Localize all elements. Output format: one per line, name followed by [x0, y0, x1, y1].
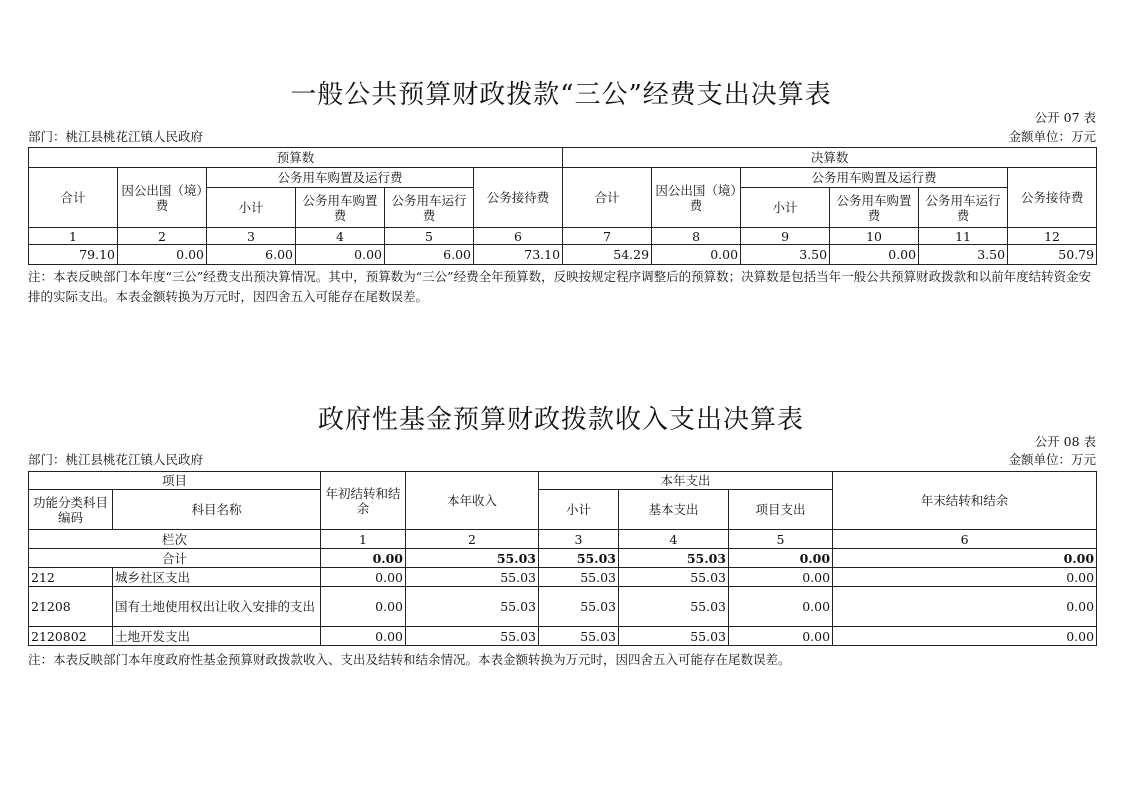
table-row	[29, 587, 1097, 627]
table7-col-num: 8	[652, 228, 741, 245]
table7-budget-subtotal-header: 小计	[207, 188, 296, 228]
table7-col-num: 6	[474, 228, 563, 245]
table8-subtotal-header: 小计	[539, 490, 619, 530]
table8-row-value: 55.03	[539, 568, 619, 587]
table8-total-value: 55.03	[539, 549, 619, 568]
table8-row-code: 212	[29, 568, 113, 587]
table8-subject-name-header: 科目名称	[113, 490, 321, 530]
table7-dept: 部门：桃江县桃花江镇人民政府	[28, 129, 204, 144]
table7-unit: 金额单位：万元	[1008, 129, 1096, 144]
table8-total-value: 55.03	[406, 549, 539, 568]
table8-project-header: 项目支出	[729, 490, 833, 530]
table8-row-value: 0.00	[321, 587, 406, 627]
table8	[28, 471, 1097, 646]
table7-value: 79.10	[29, 245, 118, 265]
table8-row-value: 55.03	[406, 627, 539, 646]
table8-code: 公开 08 表	[1034, 434, 1096, 449]
table8-total-value: 0.00	[321, 549, 406, 568]
table8-col-num: 3	[539, 530, 619, 549]
table8-row-code: 2120802	[29, 627, 113, 646]
table8-row-value: 0.00	[729, 568, 833, 587]
table8-expense-header: 本年支出	[539, 472, 833, 490]
table8-ending-header: 年末结转和结余	[833, 472, 1097, 530]
table8-row-value: 0.00	[833, 568, 1097, 587]
table7-final-total-header: 合计	[563, 168, 652, 228]
table8-unit: 金额单位：万元	[1008, 452, 1096, 467]
table8-total-label: 合计	[29, 549, 321, 568]
table8-title: 政府性基金预算财政拨款收入支出决算表	[317, 405, 804, 435]
table7-header-line	[28, 129, 1096, 145]
table8-total-value: 0.00	[729, 549, 833, 568]
table7-title: 一般公共预算财政拨款“三公”经费支出决算表	[290, 80, 832, 110]
table-row	[29, 627, 1097, 646]
table8-row-value: 0.00	[833, 587, 1097, 627]
table8-row-value: 55.03	[619, 568, 729, 587]
table7-final-car-header: 公务用车购置及运行费	[741, 168, 1008, 188]
table7-value: 6.00	[385, 245, 474, 265]
table8-row-value: 55.03	[619, 627, 729, 646]
table7	[28, 147, 1097, 265]
table7-value: 6.00	[207, 245, 296, 265]
table8-note: 注：本表反映部门本年度政府性基金预算财政拨款收入、支出及结转和结余情况。本表金额转换为万元时，因四舍五入可能存在尾数误差。	[28, 652, 791, 667]
table8-total-value: 55.03	[619, 549, 729, 568]
table7-note: 注：本表反映部门本年度“三公”经费支出预决算情况。其中，预算数为“三公”经费全年预算数，反映按规定程序调整后的预算数；决算数是包括当年一般公共预算财政拨款和以前年度结转资金安排的实际支出。本表金额转换为万元时，因四舍五入可能存在尾数误差。	[28, 269, 1092, 304]
table8-column-label: 栏次	[29, 530, 321, 549]
table7-budget-car-run-header: 公务用车运行费	[385, 188, 474, 228]
table7-value: 54.29	[563, 245, 652, 265]
table7-budget-total-header: 合计	[29, 168, 118, 228]
table8-col-num: 6	[833, 530, 1097, 549]
table7-col-num: 5	[385, 228, 474, 245]
table8-row-name: 城乡社区支出	[113, 568, 321, 587]
table8-basic-header: 基本支出	[619, 490, 729, 530]
table8-row-value: 0.00	[321, 627, 406, 646]
table8-row-value: 55.03	[619, 587, 729, 627]
table7-col-num: 3	[207, 228, 296, 245]
table8-func-code-header: 功能分类科目编码	[29, 490, 113, 530]
table7-col-num: 9	[741, 228, 830, 245]
table8-row-name: 土地开发支出	[113, 627, 321, 646]
table8-row-name: 国有土地使用权出让收入安排的支出	[113, 587, 321, 627]
table8-col-num: 4	[619, 530, 729, 549]
table7-value: 3.50	[741, 245, 830, 265]
table8-row-value: 55.03	[539, 627, 619, 646]
table7-col-num: 7	[563, 228, 652, 245]
table7-budget-car-buy-header: 公务用车购置费	[296, 188, 385, 228]
table7-col-num: 4	[296, 228, 385, 245]
table7-col-num: 1	[29, 228, 118, 245]
table8-row-value: 55.03	[406, 587, 539, 627]
table7-budget-abroad-header: 因公出国（境）费	[118, 168, 207, 228]
table7-final-reception-header: 公务接待费	[1008, 168, 1097, 228]
table7-budget-car-header: 公务用车购置及运行费	[207, 168, 474, 188]
table-row	[29, 568, 1097, 587]
table7-final-abroad-header: 因公出国（境）费	[652, 168, 741, 228]
table7-final-subtotal-header: 小计	[741, 188, 830, 228]
table7-col-num: 2	[118, 228, 207, 245]
table8-col-num: 1	[321, 530, 406, 549]
table7-code: 公开 07 表	[1034, 110, 1096, 125]
table7-value: 50.79	[1008, 245, 1097, 265]
table7-final-car-buy-header: 公务用车购置费	[830, 188, 919, 228]
table7-col-num: 10	[830, 228, 919, 245]
table7-value: 73.10	[474, 245, 563, 265]
table8-row-value: 55.03	[406, 568, 539, 587]
table7-budget-reception-header: 公务接待费	[474, 168, 563, 228]
table8-row-value: 0.00	[321, 568, 406, 587]
table7-col-num: 11	[919, 228, 1008, 245]
table7-budget-header: 预算数	[29, 148, 563, 168]
table7-col-num: 12	[1008, 228, 1097, 245]
table8-col-num: 5	[729, 530, 833, 549]
table8-row-value: 0.00	[833, 627, 1097, 646]
table8-item-header: 项目	[29, 472, 321, 490]
table8-total-value: 0.00	[833, 549, 1097, 568]
table7-value: 3.50	[919, 245, 1008, 265]
table8-col-num: 2	[406, 530, 539, 549]
table7-value: 0.00	[296, 245, 385, 265]
table8-row-value: 55.03	[539, 587, 619, 627]
table7-value: 0.00	[830, 245, 919, 265]
table8-row-value: 0.00	[729, 627, 833, 646]
table8-dept: 部门：桃江县桃花江镇人民政府	[28, 452, 204, 467]
table8-row-code: 21208	[29, 587, 113, 627]
table7-value: 0.00	[118, 245, 207, 265]
table8-row-value: 0.00	[729, 587, 833, 627]
table8-header-line	[28, 452, 1096, 468]
table7-value: 0.00	[652, 245, 741, 265]
table8-opening-header: 年初结转和结余	[321, 472, 406, 530]
table7-final-car-run-header: 公务用车运行费	[919, 188, 1008, 228]
table8-income-header: 本年收入	[406, 472, 539, 530]
table7-final-header: 决算数	[563, 148, 1097, 168]
